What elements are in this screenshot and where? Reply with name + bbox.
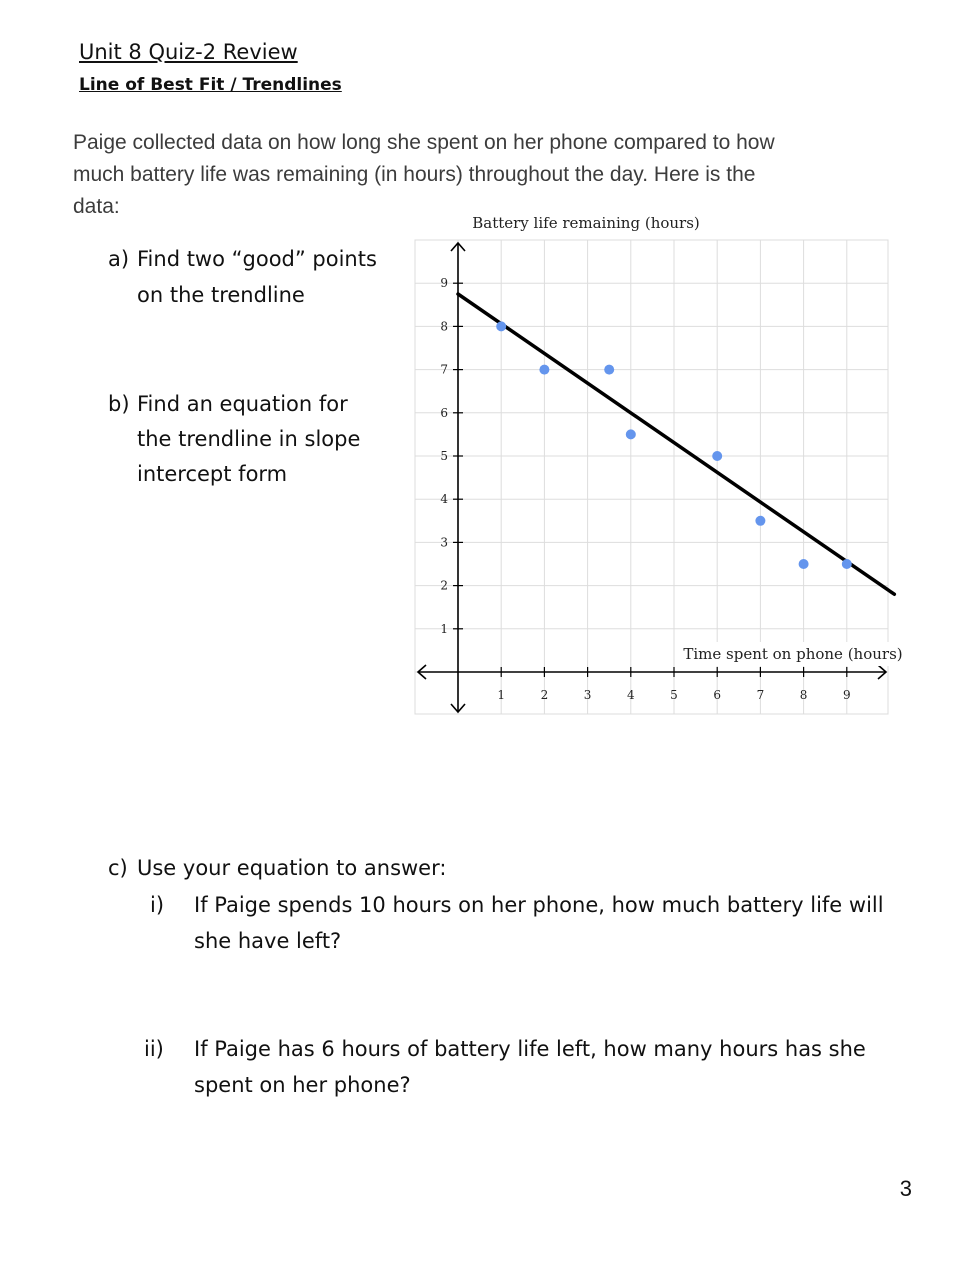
trendline [458,294,894,594]
question-b-label: b) [108,392,130,416]
x-tick-label: 8 [799,688,808,702]
question-b-line3: intercept form [137,462,288,486]
question-b-line2: the trendline in slope [137,427,361,451]
question-c-i-label: i) [150,893,165,917]
chart-ticks [440,276,850,702]
x-tick-label: 1 [497,688,506,702]
data-point [799,559,809,569]
y-tick-label: 8 [440,319,448,334]
question-b-line1: Find an equation for [137,392,348,416]
y-tick-label: 5 [440,449,448,463]
intro-line: much battery life was remaining (in hours) throughout the day. Here is the [73,163,756,186]
data-point [539,365,549,375]
question-c-ii-line1: If Paige has 6 hours of battery life left, how many hours has she [194,1037,866,1061]
y-tick-label: 9 [440,276,448,291]
question-a-line1: Find two “good” points [137,247,377,271]
data-point [842,559,852,569]
data-point [604,365,614,375]
data-point [712,451,722,461]
chart-xlabel: Time spent on phone (hours) [683,645,903,663]
data-point [755,516,765,526]
x-tick-label: 4 [626,688,635,702]
chart-trendline-group [458,294,894,594]
page-title: Unit 8 Quiz-2 Review [79,40,298,64]
page-number: 3 [899,1176,912,1201]
x-tick-label: 2 [540,688,549,702]
question-a-label: a) [108,247,130,271]
y-tick-label: 7 [440,362,448,377]
x-tick-label: 7 [756,688,765,702]
question-c-label: c) [108,856,128,880]
x-tick-label: 9 [842,688,851,702]
y-tick-label: 6 [440,405,448,420]
intro-line: Paige collected data on how long she spent on her phone compared to how [73,131,775,154]
y-tick-label: 3 [440,535,448,550]
question-c-text: Use your equation to answer: [137,856,447,880]
intro-line: data: [73,195,120,218]
scatter-chart [400,205,910,725]
question-c-ii-label: ii) [144,1037,164,1061]
data-point [496,321,506,331]
y-tick-label: 4 [440,492,448,507]
question-c-i-line2: she have left? [194,929,342,953]
x-tick-label: 6 [713,688,722,702]
x-tick-label: 5 [670,688,678,702]
x-tick-label: 3 [583,688,592,702]
question-c-ii-line2: spent on her phone? [194,1073,411,1097]
page-subtitle: Line of Best Fit / Trendlines [79,75,342,95]
y-tick-label: 2 [440,578,448,593]
y-tick-label: 1 [440,621,448,636]
data-point [626,429,636,439]
question-a-line2: on the trendline [137,283,305,307]
chart-ylabel: Battery life remaining (hours) [472,214,700,232]
question-c-i-line1: If Paige spends 10 hours on her phone, how much battery life will [194,893,884,917]
